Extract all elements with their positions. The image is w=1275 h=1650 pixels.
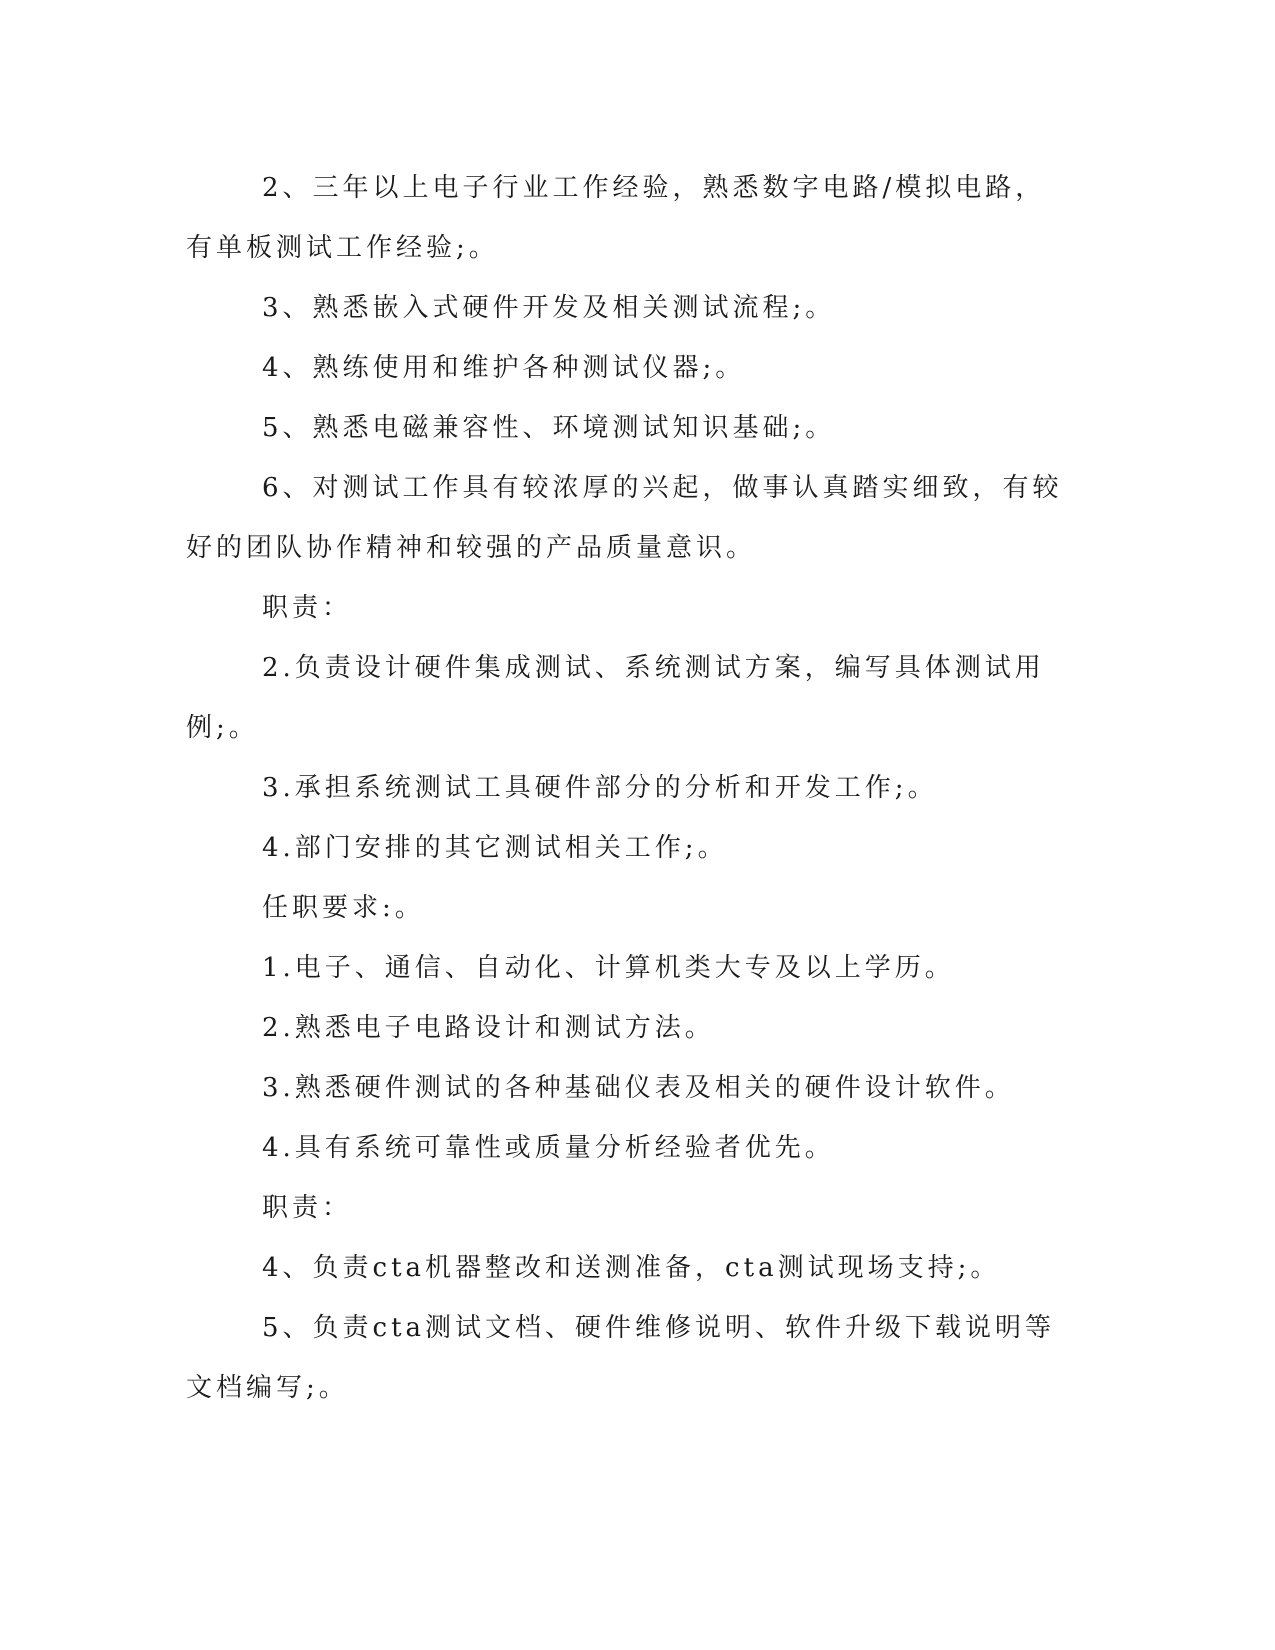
paragraph: 5、负责cta测试文档、硬件维修说明、软件升级下载说明等文档编写;。 (186, 1313, 1056, 1403)
paragraph: 4.具有系统可靠性或质量分析经验者优先。 (262, 1133, 835, 1163)
section-heading: 任职要求:。 (262, 893, 425, 923)
paragraph: 3.承担系统测试工具硬件部分的分析和开发工作;。 (262, 773, 938, 803)
paragraph: 1.电子、通信、自动化、计算机类大专及以上学历。 (262, 953, 955, 983)
paragraph: 4、负责cta机器整改和送测准备，cta测试现场支持;。 (262, 1253, 1001, 1283)
paragraph: 4.部门安排的其它测试相关工作;。 (262, 833, 728, 863)
paragraph: 2.负责设计硬件集成测试、系统测试方案，编写具体测试用例;。 (186, 653, 1045, 743)
section-heading: 职责： (262, 593, 353, 623)
paragraph: 2、三年以上电子行业工作经验，熟悉数字电路/模拟电路，有单板测试工作经验;。 (186, 173, 1046, 263)
paragraph: 6、对测试工作具有较浓厚的兴起，做事认真踏实细致，有较好的团队协作精神和较强的产品质量意识。 (186, 473, 1063, 563)
paragraph: 3、熟悉嵌入式硬件开发及相关测试流程;。 (262, 293, 836, 323)
paragraph: 5、熟悉电磁兼容性、环境测试知识基础;。 (262, 413, 836, 443)
paragraph: 4、熟练使用和维护各种测试仪器;。 (262, 353, 746, 383)
section-heading: 职责： (262, 1193, 353, 1223)
paragraph: 2.熟悉电子电路设计和测试方法。 (262, 1013, 715, 1043)
paragraph: 3.熟悉硬件测试的各种基础仪表及相关的硬件设计软件。 (262, 1073, 1015, 1103)
document-body (186, 158, 1066, 1418)
